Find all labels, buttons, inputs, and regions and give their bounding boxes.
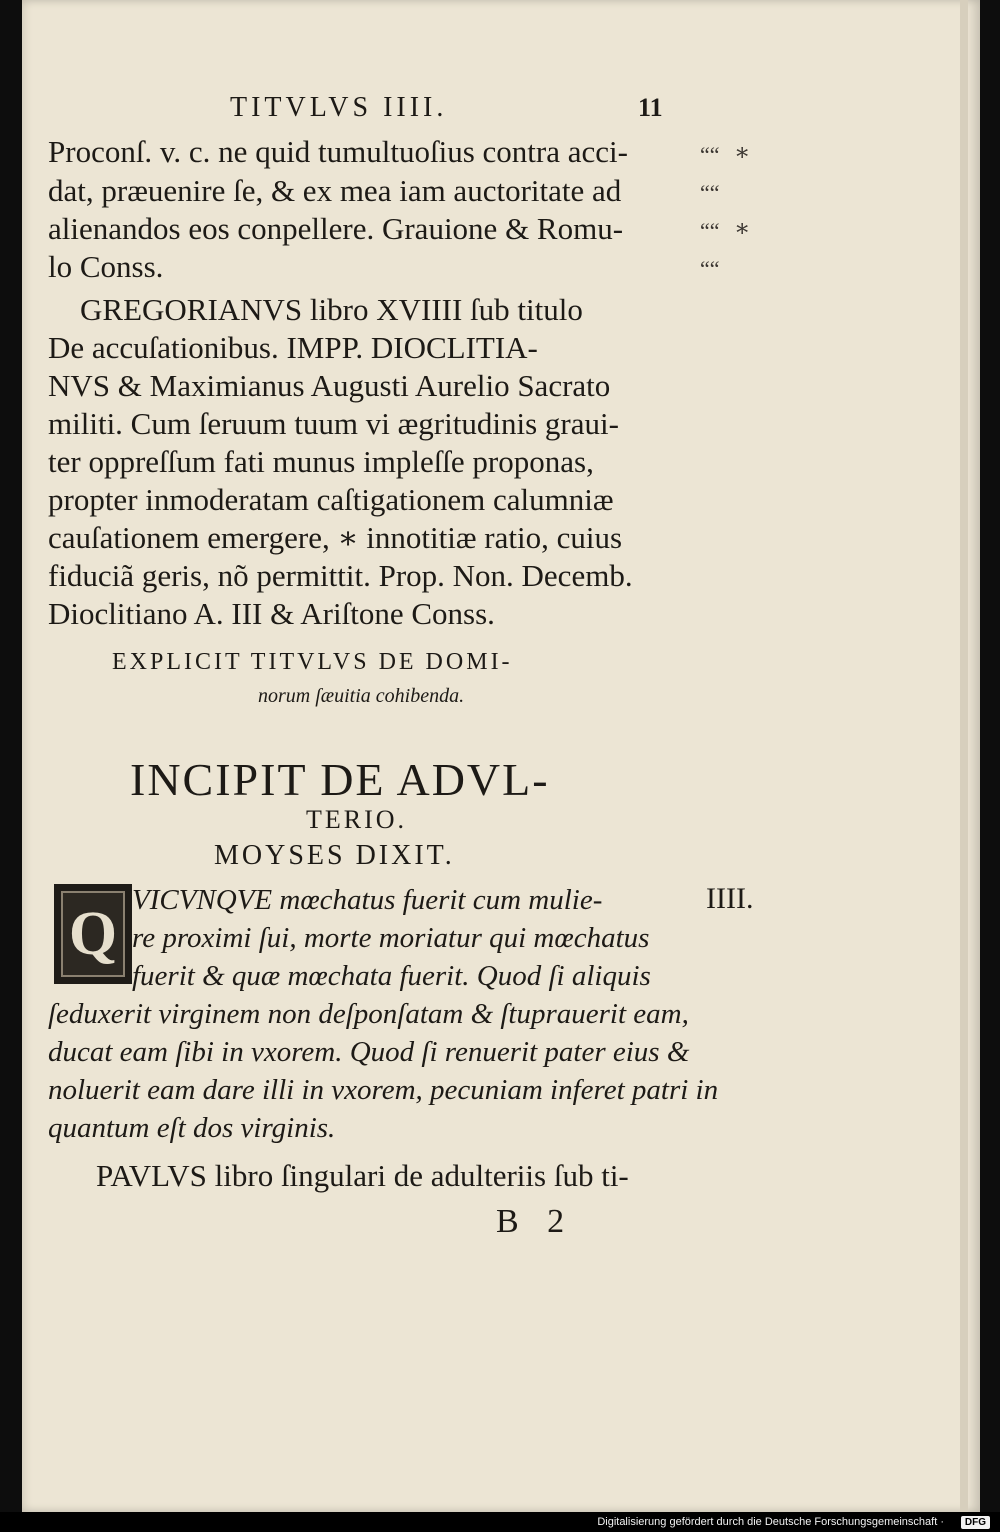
initial-letter: Q bbox=[68, 900, 118, 968]
para2-line: fiduciã geris, nõ permittit. Prop. Non. Decemb. bbox=[48, 558, 633, 593]
para2-line: De accuſationibus. IMPP. DIOCLITIA- bbox=[48, 330, 538, 365]
folio-number: 11 bbox=[638, 93, 663, 122]
margin-quote-mark: ““ bbox=[700, 180, 720, 205]
page-edge bbox=[960, 0, 968, 1512]
margin-quote-mark: ““ bbox=[700, 218, 720, 243]
para2-line: GREGORIANVS libro XVIIII ſub titulo bbox=[80, 292, 583, 327]
footer-text: Digitalisierung gefördert durch die Deutsche Forschungsgemeinschaft · bbox=[597, 1516, 944, 1528]
running-title: TITVLVS IIII. bbox=[230, 92, 448, 123]
para1-line: alienandos eos conpellere. Grauione & Romu- bbox=[48, 211, 624, 246]
incipit-heading-continued: TERIO. bbox=[306, 805, 408, 834]
scripture-line: ducat eam ſibi in vxorem. Quod ſi renuerit pater eius & bbox=[48, 1036, 690, 1068]
footer-bar bbox=[0, 1512, 1000, 1532]
para2-line: NVS & Maximianus Augusti Aurelio Sacrato bbox=[48, 368, 611, 403]
scripture-line: fuerit & quæ mœchata fuerit. Quod ſi aliquis bbox=[132, 960, 651, 992]
signature-mark: B 2 bbox=[496, 1203, 575, 1240]
para1-line: Proconſ. v. c. ne quid tumultuoſius contra acci- bbox=[48, 134, 628, 169]
margin-numeral: IIII. bbox=[706, 882, 754, 915]
explicit-subline: norum ſæuitia cohibenda. bbox=[258, 685, 465, 707]
moyses-dixit: MOYSES DIXIT. bbox=[214, 840, 455, 871]
scripture-line: ſeduxerit virginem non deſponſatam & ſtuprauerit eam, bbox=[48, 998, 689, 1030]
para3-line: PAVLVS libro ſingulari de adulteriis ſub ti- bbox=[96, 1158, 629, 1193]
margin-asterisk: ∗ bbox=[734, 140, 751, 166]
para2-line: propter inmoderatam caſtigationem calumniæ bbox=[48, 482, 614, 517]
scripture-line: quantum eſt dos virginis. bbox=[48, 1112, 336, 1144]
para2-line: Dioclitiano A. III & Ariſtone Conss. bbox=[48, 596, 495, 631]
margin-quote-mark: ““ bbox=[700, 142, 720, 167]
para2-line: militi. Cum ſeruum tuum vi ægritudinis graui- bbox=[48, 406, 619, 441]
margin-asterisk: ∗ bbox=[734, 216, 751, 242]
margin-quote-mark: ““ bbox=[700, 256, 720, 281]
para2-line: ter oppreſſum fati munus impleſſe proponas, bbox=[48, 444, 594, 479]
para2-line: cauſationem emergere, ∗ innotitiæ ratio, cuius bbox=[48, 520, 623, 555]
scripture-line: re proximi ſui, morte moriatur qui mœchatus bbox=[132, 922, 650, 954]
incipit-heading: INCIPIT DE ADVL- bbox=[130, 754, 550, 805]
decorated-initial bbox=[54, 884, 132, 984]
explicit-heading: EXPLICIT TITVLVS DE DOMI- bbox=[112, 649, 513, 675]
para1-line: dat, præuenire ſe, & ex mea iam auctoritate ad bbox=[48, 173, 622, 208]
dfg-logo: DFG bbox=[961, 1516, 990, 1529]
scripture-line: VICVNQVE mœchatus fuerit cum mulie- bbox=[132, 884, 603, 916]
scripture-line: noluerit eam dare illi in vxorem, pecuniam inferet patri in bbox=[48, 1074, 719, 1106]
para1-line: lo Conss. bbox=[48, 249, 164, 284]
